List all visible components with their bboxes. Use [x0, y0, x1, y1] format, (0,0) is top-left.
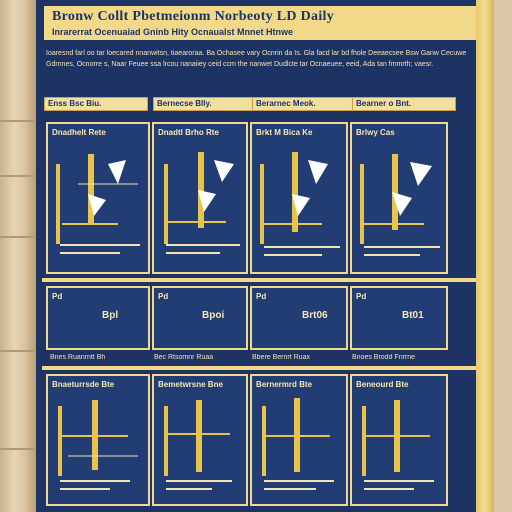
panel-label: Pd	[158, 292, 169, 301]
panel-label: Pd	[256, 292, 267, 301]
page-edge-line	[0, 350, 34, 352]
page-subtitle: Inrarerrat Ocenuaiad Gninb Hity Ocnaualst Mnnet Htnwe	[52, 27, 294, 37]
diagram-panel	[152, 122, 248, 274]
row-label: Bbere Bernrt Ruax	[252, 354, 310, 361]
panel-title: Beneourd Bte	[356, 380, 409, 389]
page-right-edge	[476, 0, 494, 512]
page-title: Bronw Collt Pbetmeionm Norbeoty LD Daily	[52, 9, 334, 24]
row-separator	[42, 366, 486, 370]
diagram-panel	[350, 122, 448, 274]
header-band	[42, 4, 486, 42]
panel-title: Dnadhelt Rete	[52, 128, 106, 137]
page-edge-line	[0, 175, 34, 177]
value-panel	[46, 286, 150, 350]
circuit-diagram	[154, 124, 248, 274]
panel-title: Bemetwrsne Bne	[158, 380, 223, 389]
circuit-diagram	[154, 376, 248, 506]
row-label: Bec Rtsomnr Ruaa	[154, 354, 214, 361]
value-panel	[250, 286, 348, 350]
row-label: Bnes Ruanrntt Bh	[50, 354, 106, 361]
intro-paragraph: Ioaresnd farl oo tar loecared nnanwitsn, tiaearoraa. Ba Ochasee vary Ocnrin da Is. Gla facd lar bd fhole Deeaecsee Bsw Ganw Cecuwe Gdrnnes, Ocnorre s, Naar Feuee ssa lrcou nanaiiey ceid ccm the nanwet Dudlcte tar Ocnaeuee, eeid, Ada tan fmmrth; vaesr.	[46, 50, 467, 68]
page-edge-line	[0, 448, 34, 450]
row-separator	[42, 278, 486, 282]
poster-sheet	[36, 0, 494, 512]
circuit-diagram	[352, 124, 448, 274]
panel-label: Pd	[356, 292, 367, 301]
panel-title: Bnaeturrsde Bte	[52, 380, 115, 389]
panel-title: Dnadtl Brho Rte	[158, 128, 219, 137]
diagram-panel	[46, 122, 150, 274]
panel-value: Bpl	[102, 310, 119, 321]
circuit-diagram	[352, 376, 448, 506]
page-edge-line	[0, 236, 34, 238]
page-edge-line	[0, 120, 34, 122]
panel-value: Bpoi	[202, 310, 225, 321]
circuit-diagram	[252, 376, 348, 506]
circuit-diagram	[252, 124, 348, 274]
value-panel	[152, 286, 248, 350]
diagram-panel	[46, 374, 150, 506]
column-header-2: Bernecse Blly.	[153, 97, 257, 111]
panel-title: Brlwy Cas	[356, 128, 395, 137]
panel-value: Bt01	[402, 310, 424, 321]
panel-title: Bernermrd Bte	[256, 380, 313, 389]
panel-value: Brt06	[302, 310, 328, 321]
circuit-diagram	[48, 376, 150, 506]
diagram-panel	[250, 374, 348, 506]
panel-title: Brkt M Bica Ke	[256, 128, 313, 137]
panel-label: Pd	[52, 292, 63, 301]
value-panel	[350, 286, 448, 350]
column-header-1: Enss Bsc Biu.	[44, 97, 148, 111]
diagram-panel	[152, 374, 248, 506]
diagram-panel	[250, 122, 348, 274]
binder-edge	[0, 0, 36, 512]
row-label: Bnoes Brodd Fnrrne	[352, 354, 416, 361]
circuit-diagram	[48, 124, 150, 274]
diagram-panel	[350, 374, 448, 506]
column-header-4: Bearner o Bnt.	[352, 97, 456, 111]
column-header-3: Berarnec Meok.	[252, 97, 356, 111]
